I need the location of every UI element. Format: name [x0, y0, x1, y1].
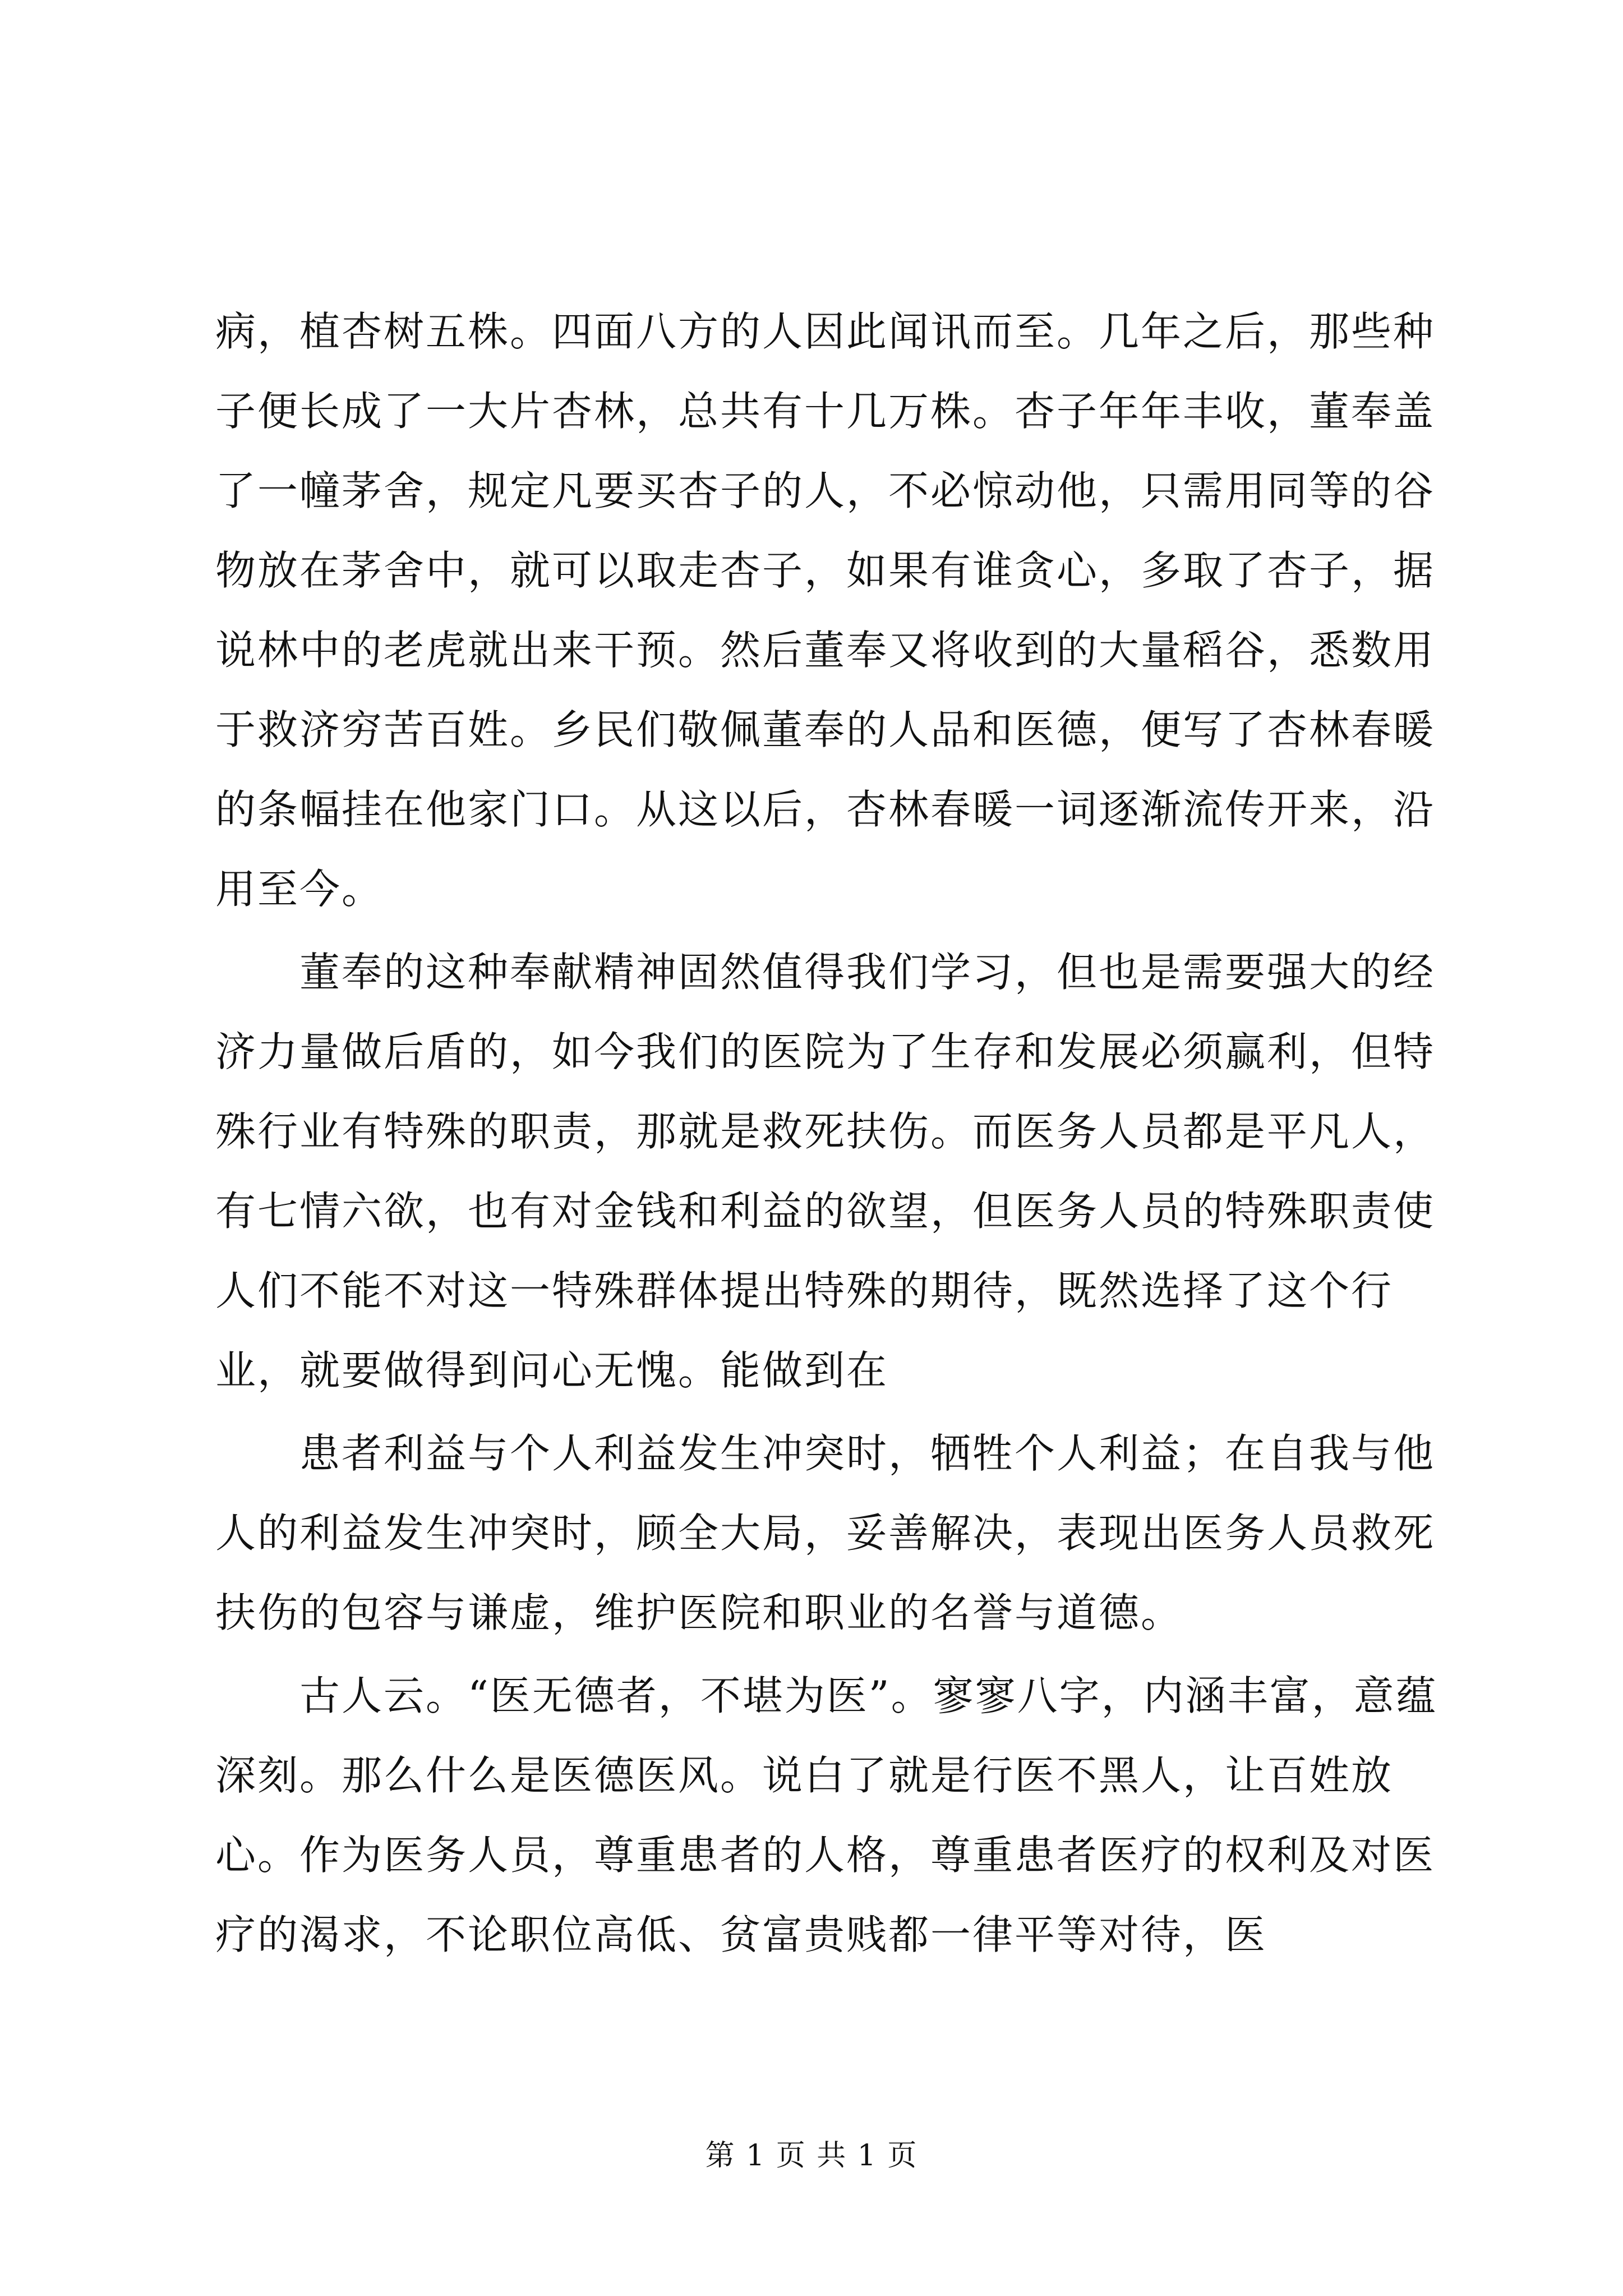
- paragraph-4: 古人云。“医无德者，不堪为医”。寥寥八字，内涵丰富，意蕴深刻。那么什么是医德医风。说白了就是行医不黑人，让百姓放心。作为医务人员，尊重患者的人格，尊重患者医疗的权利及对医疗的渴求，不论职位高低、贫富贵贱都一律平等对待，医: [215, 1672, 1438, 1958]
- document-body: [215, 292, 1438, 1978]
- paragraph-2: 董奉的这种奉献精神固然值得我们学习，但也是需要强大的经济力量做后盾的，如今我们的医院为了生存和发展必须赢利，但特殊行业有特殊的职责，那就是救死扶伤。而医务人员都是平凡人，有七情六欲，也有对金钱和利益的欲望，但医务人员的特殊职责使人们不能不对这一特殊群体提出特殊的期待，既然选择了这个行业，就要做得到问心无愧。能做到在: [215, 949, 1436, 1394]
- paragraph-1: 病，植杏树五株。四面八方的人因此闻讯而至。几年之后，那些种子便长成了一大片杏林，总共有十几万株。杏子年年丰收，董奉盖了一幢茅舍，规定凡要买杏子的人，不必惊动他，只需用同等的谷物放在茅舍中，就可以取走杏子，如果有谁贪心，多取了杏子，据说林中的老虎就出来干预。然后董奉又将收到的大量稻谷，悉数用于救济穷苦百姓。乡民们敬佩董奉的人品和医德，便写了杏林春暖的条幅挂在他家门口。从这以后，杏林春暖一词逐渐流传开来，沿用至今。: [215, 308, 1436, 913]
- page-number-label: 第 1 页 共 1 页: [705, 2139, 918, 2173]
- paragraph-3: 患者利益与个人利益发生冲突时，牺牲个人利益；在自我与他人的利益发生冲突时，顾全大局，妥善解决，表现出医务人员救死扶伤的包容与谦虚，维护医院和职业的名誉与道德。: [215, 1430, 1436, 1636]
- page-footer: [0, 2132, 1623, 2174]
